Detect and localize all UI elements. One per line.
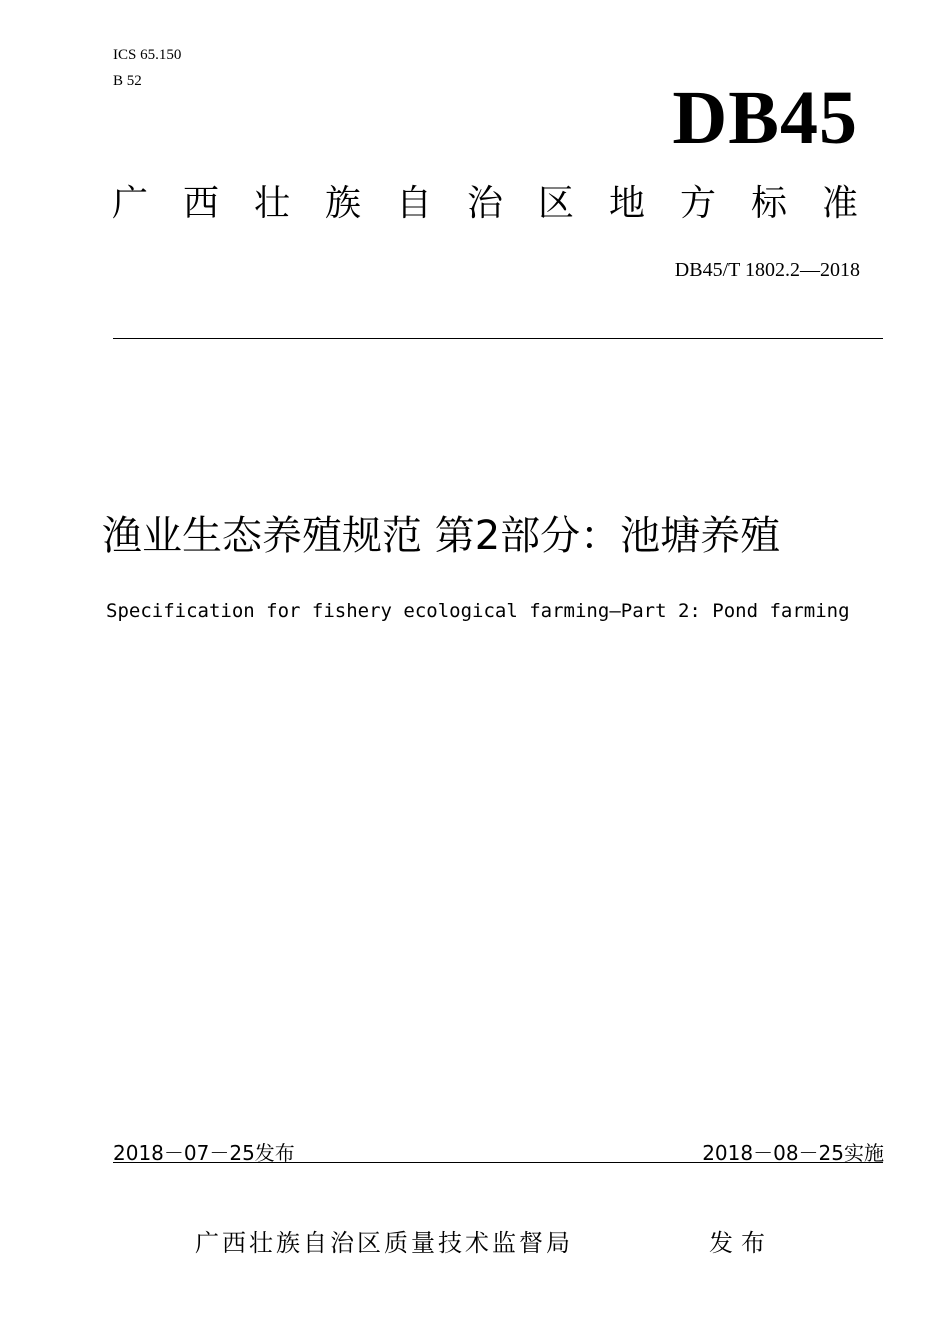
issue-label: 发布 [709, 1229, 773, 1257]
title-english: Specification for fishery ecological farming—Part 2: Pond farming [106, 600, 850, 622]
bottom-divider [113, 1162, 883, 1163]
title-chinese: 渔业生态养殖规范 第2部分：池塘养殖 [102, 513, 781, 559]
issue-date: 2018－07－25发布 [113, 1141, 295, 1165]
ics-code: ICS 65.150 [113, 47, 182, 63]
implementation-date: 2018－08－25实施 [702, 1141, 884, 1165]
issuing-authority: 广西壮族自治区质量技术监督局 [195, 1229, 573, 1257]
standard-number: DB45/T 1802.2—2018 [674, 259, 860, 281]
top-divider [113, 338, 883, 339]
ccs-code: B 52 [113, 73, 142, 89]
standard-code-logo: DB45 [672, 76, 858, 160]
standard-kind: 广西壮族自治区地方标准 [112, 183, 894, 224]
